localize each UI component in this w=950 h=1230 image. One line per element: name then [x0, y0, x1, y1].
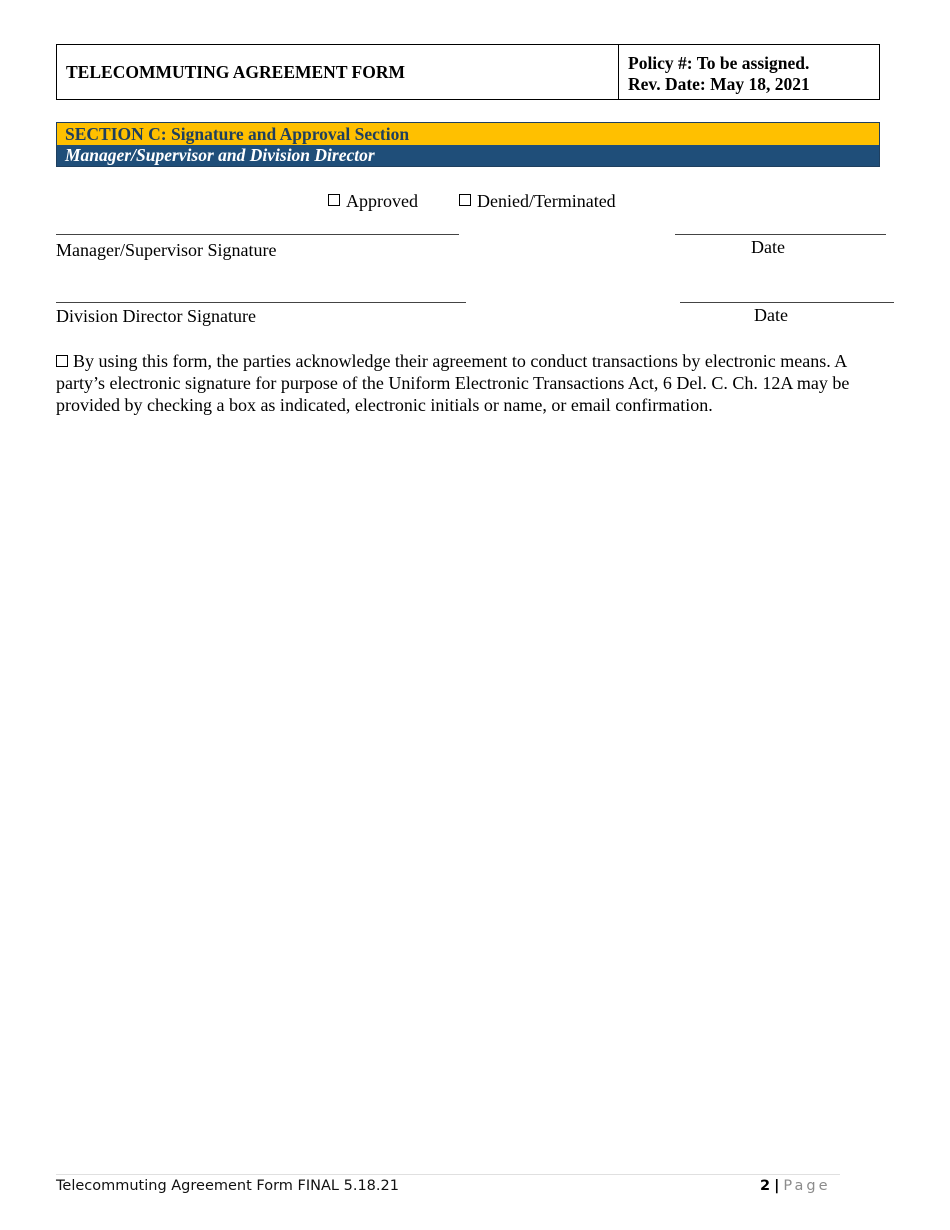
policy-number: Policy #: To be assigned.: [628, 53, 810, 73]
denied-option[interactable]: [459, 190, 616, 212]
director-date-label: Date: [754, 305, 788, 325]
page-number: 2: [760, 1178, 771, 1194]
electronic-agreement-paragraph: [56, 350, 886, 416]
approved-checkbox[interactable]: [328, 194, 340, 206]
approved-option[interactable]: [328, 190, 418, 212]
section-header: [56, 122, 880, 167]
manager-date-line[interactable]: [675, 234, 886, 235]
manager-signature-line[interactable]: [56, 234, 459, 235]
section-title: SECTION C: Signature and Approval Section: [57, 123, 879, 145]
director-signature-line[interactable]: [56, 302, 466, 303]
electronic-agreement-text: By using this form, the parties acknowledge their agreement to conduct transactions by electronic means. A party’s electronic signature for purpose of the Uniform Electronic Transactions Act, 6 Del. C. Ch. 12A may be provided by checking a box as indicated, electronic initials or name, or email confirmation.: [56, 351, 850, 415]
page-word: Page: [783, 1178, 831, 1194]
electronic-agreement-checkbox[interactable]: [56, 355, 68, 367]
director-signature-label: Division Director Signature: [56, 306, 256, 326]
footer-document-name: Telecommuting Agreement Form FINAL 5.18.21: [56, 1178, 399, 1194]
policy-info: [619, 45, 879, 99]
footer-page-indicator: [760, 1178, 831, 1194]
section-subtitle: Manager/Supervisor and Division Director: [57, 145, 879, 166]
denied-checkbox[interactable]: [459, 194, 471, 206]
revision-date: Rev. Date: May 18, 2021: [628, 74, 810, 94]
header-table: [56, 44, 880, 100]
page-separator: |: [774, 1178, 780, 1194]
director-date-line[interactable]: [680, 302, 894, 303]
footer-divider: [56, 1174, 840, 1175]
denied-label: Denied/Terminated: [477, 191, 616, 211]
manager-date-label: Date: [751, 237, 785, 257]
manager-signature-label: Manager/Supervisor Signature: [56, 240, 277, 260]
form-title: TELECOMMUTING AGREEMENT FORM: [57, 45, 619, 99]
approved-label: Approved: [346, 191, 418, 211]
